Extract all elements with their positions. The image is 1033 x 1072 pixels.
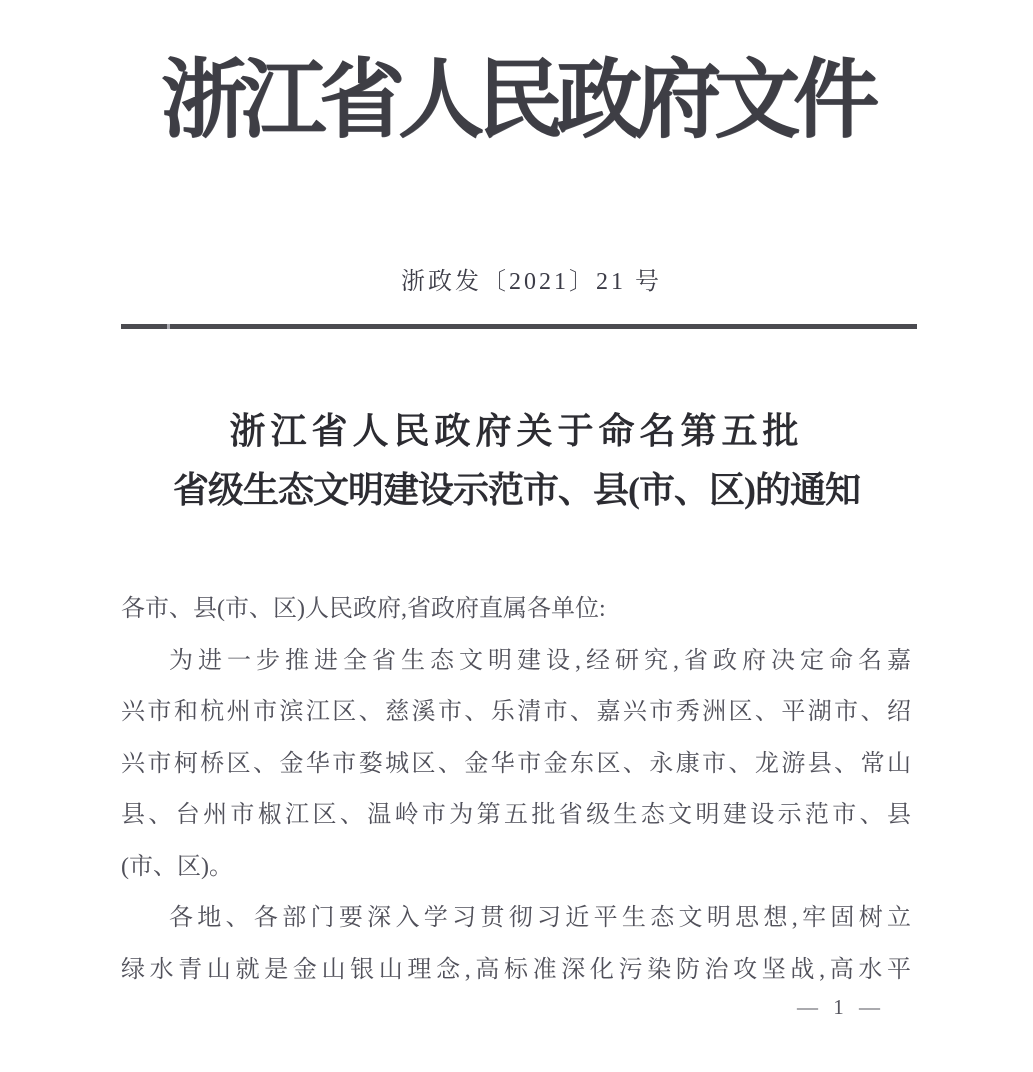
body-line: (市、区)。 <box>121 853 233 880</box>
body-line: 兴市柯桥区、金华市婺城区、金华市金东区、永康市、龙游县、常山 <box>121 750 911 777</box>
body-line: 绿水青山就是金山银山理念,高标准深化污染防治攻坚战,高水平 <box>121 956 911 983</box>
document-number: 浙政发〔2021〕21 号 <box>401 269 662 295</box>
masthead-title: 浙江省人民政府文件 <box>161 52 872 148</box>
body-line: 兴市和杭州市滨江区、慈溪市、乐清市、嘉兴市秀洲区、平湖市、绍 <box>121 699 911 725</box>
document-body <box>121 584 911 996</box>
body-line: 为进一步推进全省生态文明建设,经研究,省政府决定命名嘉 <box>169 647 911 674</box>
salutation-line: 各市、县(市、区)人民政府,省政府直属各单位: <box>121 596 606 622</box>
notice-title-line2: 省级生态文明建设示范市、县(市、区)的通知 <box>173 470 860 510</box>
notice-title <box>0 402 1033 520</box>
page-number: — 1 — <box>797 995 885 1019</box>
masthead-divider-rule <box>121 324 917 329</box>
notice-title-line1: 浙江省人民政府关于命名第五批 <box>229 411 804 451</box>
body-line: 县、台州市椒江区、温岭市为第五批省级生态文明建设示范市、县 <box>121 802 911 828</box>
body-line: 各地、各部门要深入学习贯彻习近平生态文明思想,牢固树立 <box>169 905 911 931</box>
